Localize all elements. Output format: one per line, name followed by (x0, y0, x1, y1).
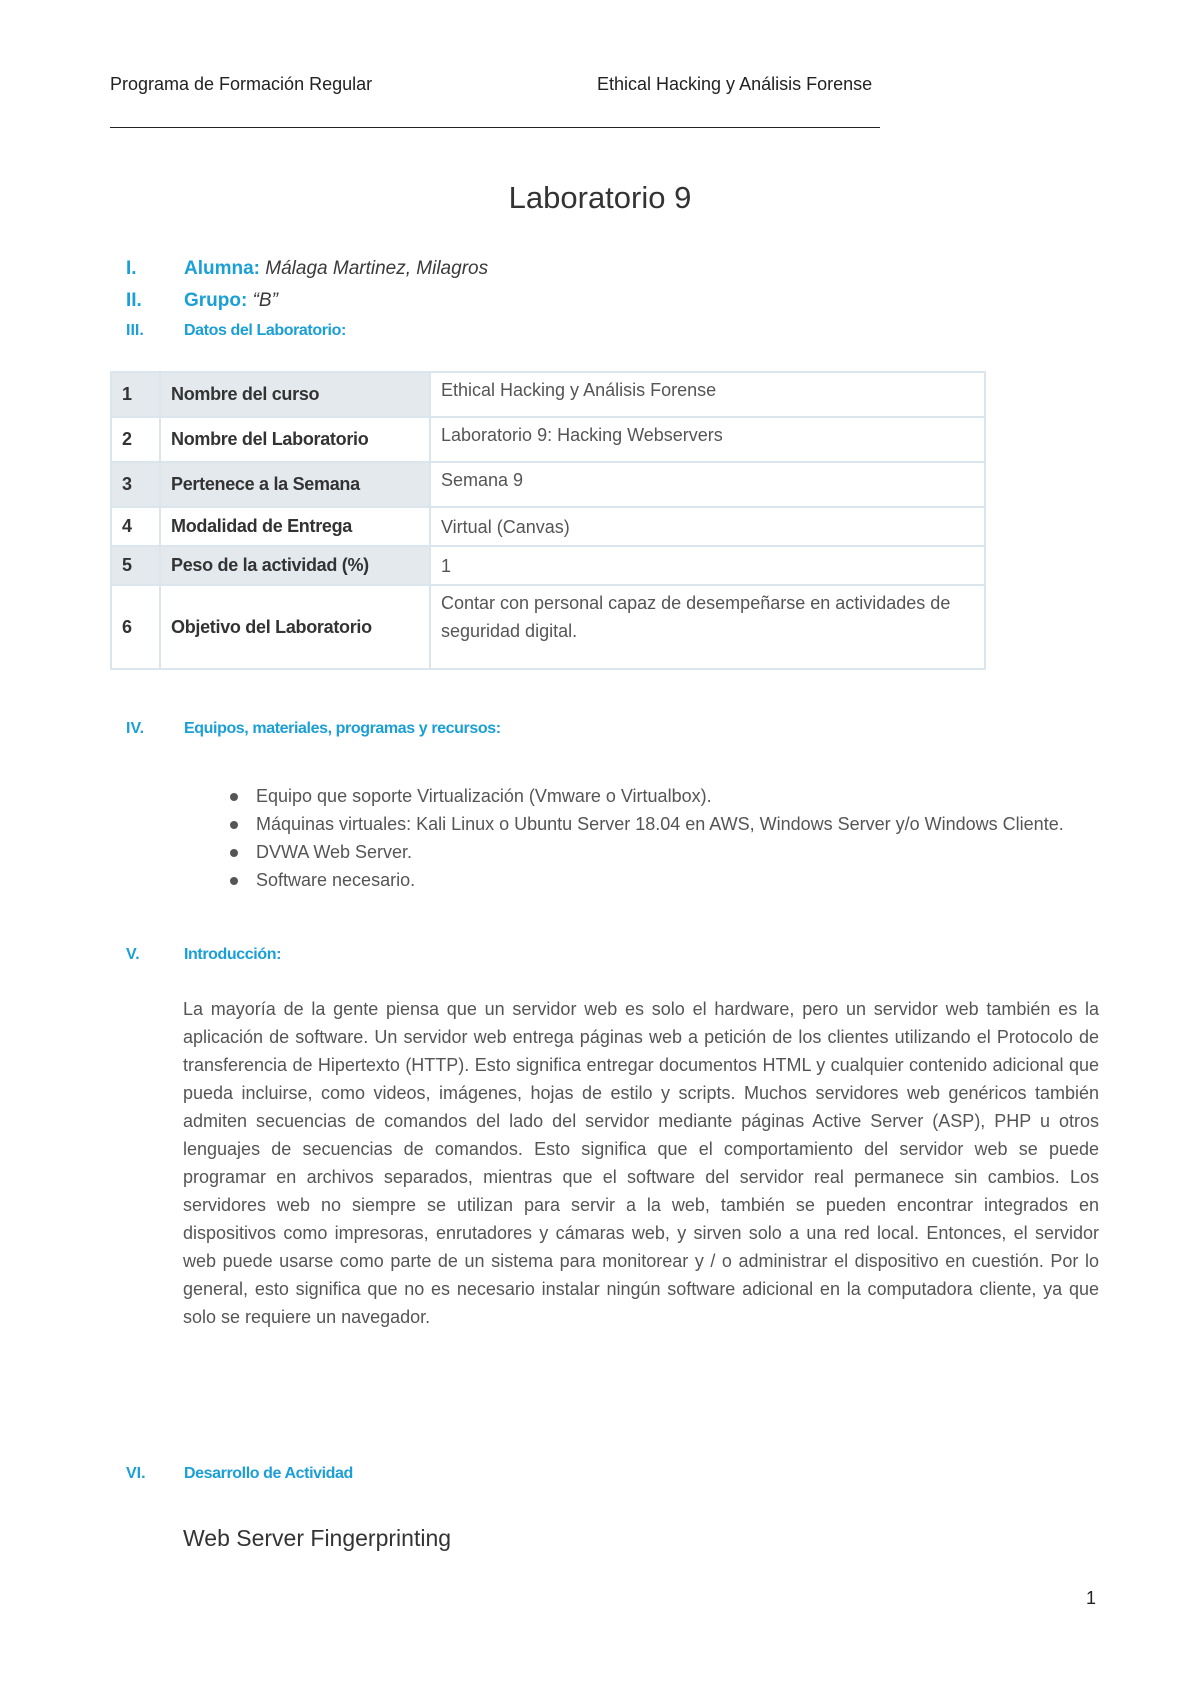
subheading: Web Server Fingerprinting (183, 1525, 452, 1551)
introduction-paragraph: La mayoría de la gente piensa que un servidor web es solo el hardware, pero un servidor web también es la aplicación de software. Un servidor web entrega páginas web a petición de los clientes utilizando el Protocolo de transferencia de Hipertexto (HTTP). Esto significa entregar documentos HTML y cualquier contenido adicional que pueda incluirse, como videos, imágenes, hojas de estilo y scripts. Muchos servidores web genéricos también admiten secuencias de comandos del lado del servidor mediante páginas Active Server (ASP), PHP u otros lenguajes de secuencias de comandos. Esto significa que el comportamiento del servidor web se puede programar en archivos separados, mientras que el software del servidor real permanece sin cambios. Los servidores web no siempre se utilizan para servir a la web, también se pueden encontrar integrados en dispositivos como impresoras, enrutadores y cámaras web, y sirven solo a una red local. Entonces, el servidor web puede usarse como parte de un sistema para monitorear y / o administrar el dispositivo en cuestión. Por lo general, esto significa que no es necesario instalar ningún software adicional en la computadora cliente, ya que solo se requiere un navegador. (183, 999, 1099, 1327)
row-number: 6 (111, 585, 160, 669)
section-number: I. (126, 258, 137, 279)
list-item: Equipo que soporte Virtualización (Vmware o Virtualbox). (230, 782, 1100, 810)
row-key: Peso de la actividad (%) (160, 546, 430, 585)
section-number: V. (126, 946, 140, 963)
row-number: 1 (111, 372, 160, 417)
row-key: Pertenece a la Semana (160, 462, 430, 507)
row-key: Objetivo del Laboratorio (160, 585, 430, 669)
list-item: Software necesario. (230, 866, 1100, 894)
header-course: Ethical Hacking y Análisis Forense (597, 74, 873, 94)
row-value: 1 (430, 546, 985, 585)
page-number: 1 (1086, 1588, 1097, 1608)
section-label: Alumna: Málaga Martinez, Milagros (184, 258, 489, 279)
row-value: Semana 9 (430, 462, 985, 507)
table-row (111, 507, 985, 546)
lab-data-table (110, 371, 986, 670)
section-number: VI. (126, 1465, 146, 1482)
group-value: “B” (252, 290, 278, 311)
document-title: Laboratorio 9 (508, 180, 692, 215)
section-label: Equipos, materiales, programas y recursos: (184, 720, 501, 737)
row-value: Contar con personal capaz de desempeñarse en actividades de seguridad digital. (430, 585, 985, 669)
student-name: Málaga Martinez, Milagros (265, 258, 489, 279)
table-row (111, 372, 985, 417)
section-label: Introducción: (184, 946, 282, 963)
resources-list (230, 782, 1100, 894)
row-key: Nombre del Laboratorio (160, 417, 430, 462)
header-program: Programa de Formación Regular (110, 74, 373, 94)
row-number: 3 (111, 462, 160, 507)
row-number: 5 (111, 546, 160, 585)
header-divider (110, 127, 880, 128)
row-value: Laboratorio 9: Hacking Webservers (430, 417, 985, 462)
table-row (111, 546, 985, 585)
table-row (111, 585, 985, 669)
section-label: Desarrollo de Actividad (184, 1465, 353, 1482)
row-number: 2 (111, 417, 160, 462)
table-row (111, 462, 985, 507)
section-number: II. (126, 290, 142, 311)
row-value: Virtual (Canvas) (430, 507, 985, 546)
section-label: Datos del Laboratorio: (184, 322, 346, 339)
page-header (110, 74, 900, 98)
row-number: 4 (111, 507, 160, 546)
list-item: Máquinas virtuales: Kali Linux o Ubuntu Server 18.04 en AWS, Windows Server y/o Windows Cliente. (230, 810, 1100, 838)
row-key: Nombre del curso (160, 372, 430, 417)
section-number: IV. (126, 720, 145, 737)
row-value: Ethical Hacking y Análisis Forense (430, 372, 985, 417)
list-item: DVWA Web Server. (230, 838, 1100, 866)
section-label: Grupo: “B” (184, 290, 278, 311)
table-row (111, 417, 985, 462)
section-number: III. (126, 322, 144, 339)
row-key: Modalidad de Entrega (160, 507, 430, 546)
